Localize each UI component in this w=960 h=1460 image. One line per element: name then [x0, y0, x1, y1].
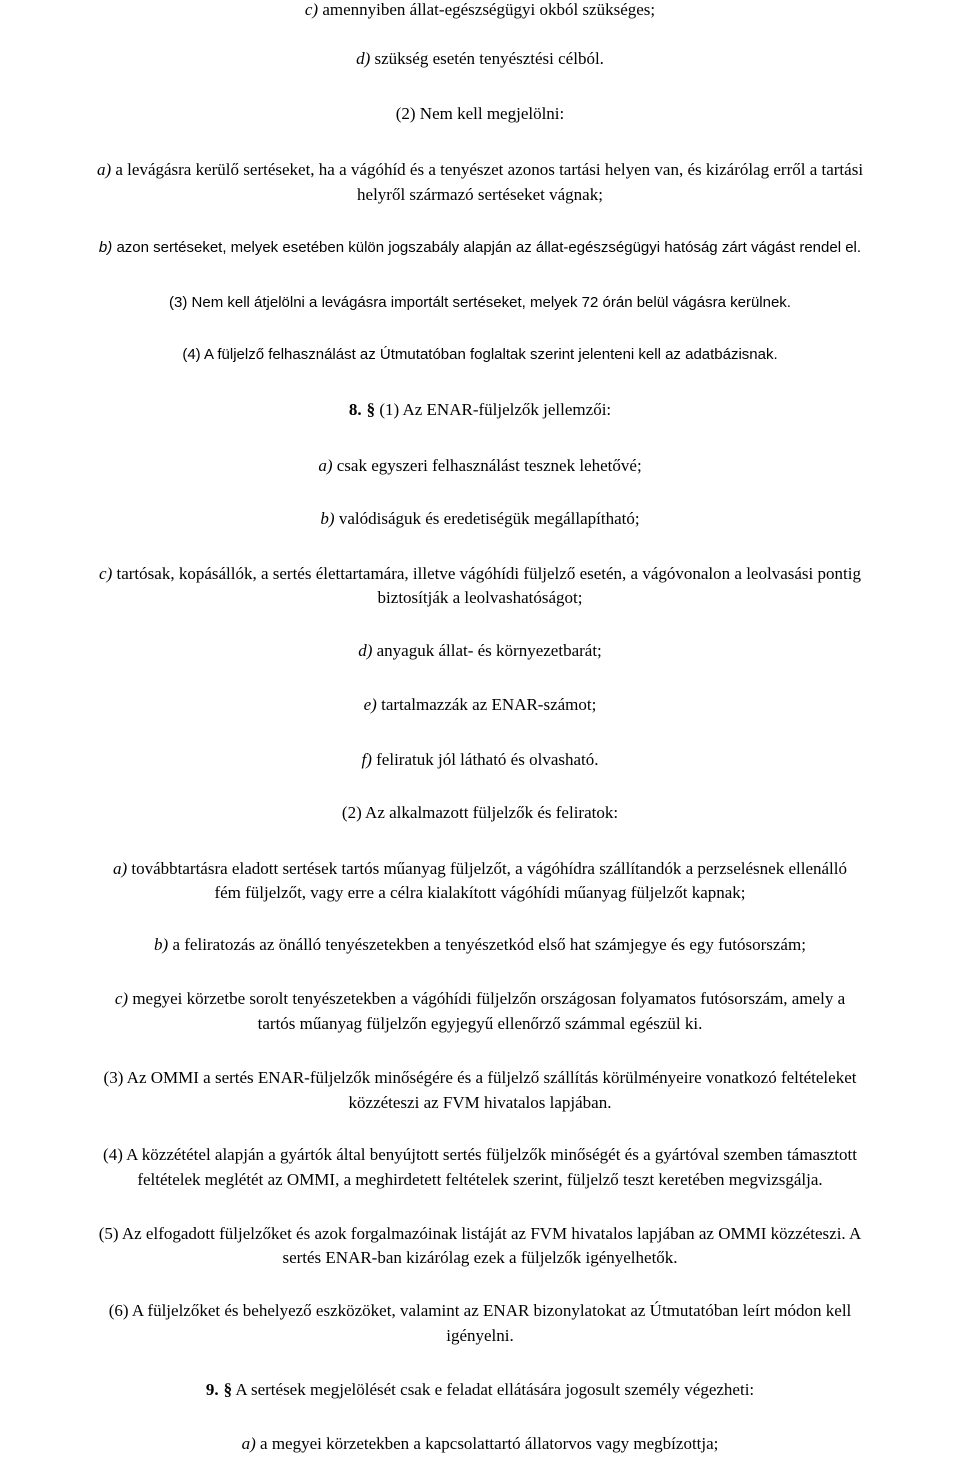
paragraph-8-4-line2 [0, 1170, 960, 1190]
item-c-condition [0, 0, 960, 20]
item-a-county-vet [0, 1434, 960, 1454]
section-sign: § [366, 400, 376, 419]
item-text: a levágásra kerülő sertéseket, ha a vágóhíd és a tenyészet azonos tartási helyen van, és kizárólag erről a tartási [115, 160, 864, 179]
item-label: a) [96, 160, 112, 179]
item-label: d) [358, 641, 373, 660]
paragraph-text: (3) Nem kell átjelölni a levágásra importált sertéseket, melyek 72 órán belül vágásra kerülnek. [169, 294, 791, 311]
item-c-county-line1 [0, 989, 960, 1009]
item-text: biztosítják a leolvashatóságot; [377, 588, 583, 607]
item-label: a) [241, 1434, 256, 1453]
item-text: megyei körzetbe sorolt tenyészetekben a vágóhídi füljelzőn országosan folyamatos futósorszám, amely a [132, 989, 846, 1008]
paragraph-3 [0, 293, 960, 313]
item-b-closed-slaughter [0, 238, 960, 258]
item-label: c) [304, 0, 319, 19]
item-text: anyaguk állat- és környezetbarát; [376, 641, 602, 660]
section-number: 8. [348, 400, 362, 419]
item-text: valódiságuk és eredetiségük megállapítható; [338, 509, 640, 528]
section-text: A sertések megjelölését csak e feladat ellátására jogosult személy végezheti: [235, 1380, 755, 1399]
paragraph-text: (4) A közzététel alapján a gyártók által benyújtott sertés füljelzők minőségét és a gyártóval szemben támasztott [103, 1145, 857, 1164]
item-b-labeling [0, 935, 960, 955]
paragraph-8-6-line1 [0, 1301, 960, 1321]
item-label: b) [98, 239, 113, 256]
item-text: azon sertéseket, melyek esetében külön jogszabály alapján az állat-egészségügyi hatóság zárt vágást rendel el. [116, 239, 862, 256]
item-label: f) [361, 750, 372, 769]
paragraph-text: (3) Az OMMI a sertés ENAR-füljelzők minőségére és a füljelző szállítás körülményeire vonatkozó feltételeket [103, 1068, 857, 1087]
paragraph-8-4-line1 [0, 1145, 960, 1165]
item-b-authenticity [0, 509, 960, 529]
section-sign: § [223, 1380, 233, 1399]
item-label: c) [99, 564, 113, 583]
section-8-heading [0, 400, 960, 420]
item-a-tags-line2 [0, 883, 960, 903]
paragraph-8-6-line2 [0, 1326, 960, 1346]
item-text: a megyei körzetekben a kapcsolattartó állatorvos vagy megbízottja; [260, 1434, 719, 1453]
paragraph-text: (5) Az elfogadott füljelzőket és azok forgalmazóinak listáját az FVM hivatalos lapjában az OMMI közzéteszi. A [98, 1224, 862, 1243]
paragraph-8-3-line2 [0, 1093, 960, 1113]
item-label: c) [114, 989, 129, 1008]
item-d-material [0, 641, 960, 661]
item-text: feliratuk jól látható és olvasható. [376, 750, 599, 769]
item-text: szükség esetén tenyésztési célból. [374, 49, 604, 68]
paragraph-text: feltételek meglétét az OMMI, a meghirdetett feltételek szerint, füljelző teszt keretében megvizsgálja. [137, 1170, 823, 1189]
item-text: tartalmazzák az ENAR-számot; [381, 695, 597, 714]
paragraph-8-2-heading [0, 803, 960, 823]
item-a-single-use [0, 456, 960, 476]
item-a-slaughter-line2 [0, 185, 960, 205]
paragraph-text: igényelni. [446, 1326, 514, 1345]
item-text: helyről származó sertéseket vágnak; [357, 185, 603, 204]
item-label: a) [112, 859, 128, 878]
item-e-enar-number [0, 695, 960, 715]
item-a-slaughter-line1 [0, 160, 960, 180]
paragraph-text: közzéteszi az FVM hivatalos lapjában. [348, 1093, 612, 1112]
item-text: csak egyszeri felhasználást tesznek lehetővé; [336, 456, 642, 475]
paragraph-text: (2) Nem kell megjelölni: [395, 104, 565, 123]
paragraph-4 [0, 345, 960, 365]
paragraph-8-5-line2 [0, 1248, 960, 1268]
paragraph-8-5-line1 [0, 1224, 960, 1244]
section-9-heading [0, 1380, 960, 1400]
item-c-durable-line2 [0, 588, 960, 608]
paragraph-text: (2) Az alkalmazott füljelzők és feliratok: [341, 803, 619, 822]
item-text: tartósak, kopásállók, a sertés élettartamára, illetve vágóhídi füljelző esetén, a vágóvonalon a leolvasási pontig [116, 564, 861, 583]
item-label: e) [363, 695, 377, 714]
section-text: (1) Az ENAR-füljelzők jellemzői: [379, 400, 612, 419]
paragraph-text: (6) A füljelzőket és behelyező eszközöket, valamint az ENAR bizonylatokat az Útmutatóban leírt módon kell [108, 1301, 852, 1320]
item-text: továbbtartásra eladott sertések tartós műanyag füljelzőt, a vágóhídra szállítandók a perzselésnek ellenálló [131, 859, 848, 878]
item-a-tags-line1 [0, 859, 960, 879]
item-label: b) [154, 935, 169, 954]
item-text: tartós műanyag füljelzőn egyjegyű ellenőrző számmal egészül ki. [257, 1014, 703, 1033]
item-c-durable-line1 [0, 564, 960, 584]
item-c-county-line2 [0, 1014, 960, 1034]
item-text: fém füljelzőt, vagy erre a célra kialakított vágóhídi műanyag füljelzőt kapnak; [214, 883, 746, 902]
item-text: amennyiben állat-egészségügyi okból szükséges; [322, 0, 656, 19]
paragraph-2-heading [0, 104, 960, 124]
item-d-breeding [0, 49, 960, 69]
item-text: a feliratozás az önálló tenyészetekben a tenyészetkód első hat számjegye és egy futósorszám; [172, 935, 806, 954]
item-label: a) [318, 456, 333, 475]
section-number: 9. [205, 1380, 219, 1399]
paragraph-8-3-line1 [0, 1068, 960, 1088]
item-f-legibility [0, 750, 960, 770]
paragraph-text: sertés ENAR-ban kizárólag ezek a füljelzők igényelhetők. [282, 1248, 678, 1267]
item-label: d) [356, 49, 371, 68]
item-label: b) [320, 509, 335, 528]
paragraph-text: (4) A füljelző felhasználást az Útmutatóban foglaltak szerint jelenteni kell az adatbázisnak. [182, 346, 778, 363]
